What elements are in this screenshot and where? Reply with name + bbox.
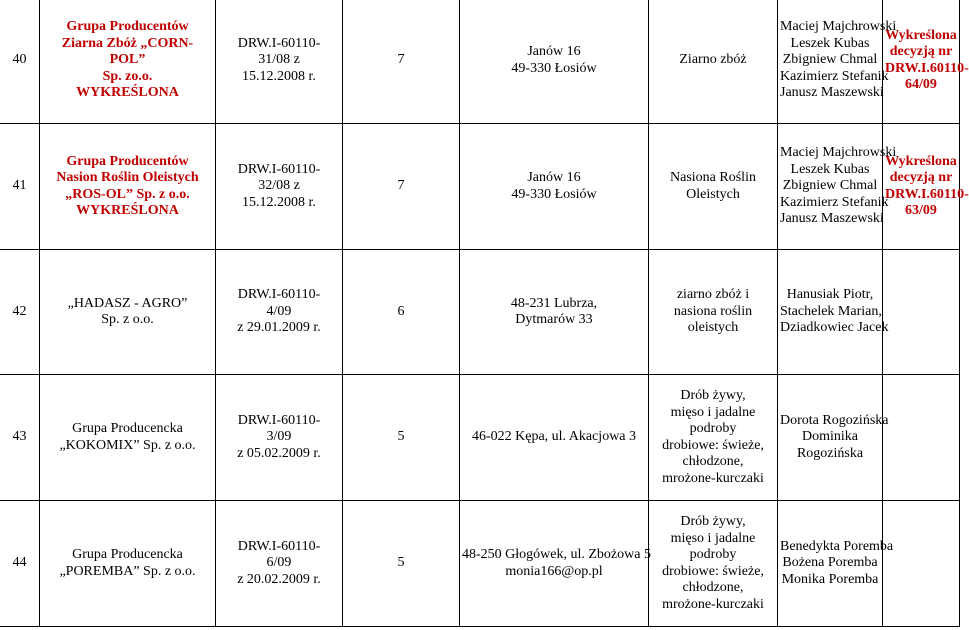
decision-ref-line: 15.12.2008 r. bbox=[242, 68, 316, 84]
product-line: mrożone-kurczaki bbox=[662, 470, 764, 486]
group-name-line: Grupa Producencka bbox=[72, 547, 183, 562]
management-board-line: Bożena Poremba bbox=[782, 555, 878, 571]
group-name-line: Grupa Producentów bbox=[66, 19, 189, 35]
management-board-line: Zbigniew Chmal bbox=[782, 52, 878, 68]
status-note-line: decyzją nr bbox=[889, 170, 953, 185]
decision-ref-cell bbox=[216, 250, 343, 375]
address-cell bbox=[460, 0, 649, 124]
table-row bbox=[0, 0, 960, 124]
members-count-cell: 6 bbox=[343, 250, 460, 375]
product-cell bbox=[649, 250, 778, 375]
group-name-line: „POREMBA” Sp. z o.o. bbox=[59, 563, 196, 579]
table-row bbox=[0, 501, 960, 627]
product-line: podroby bbox=[689, 421, 737, 436]
management-board-line: Kazimierz Stefanik bbox=[780, 68, 889, 84]
address-line: 46-022 Kępa, ul. Akacjowa 3 bbox=[471, 429, 637, 445]
status-note-line: Wykreślona bbox=[885, 153, 957, 169]
decision-ref-line: 6/09 bbox=[266, 555, 292, 571]
management-board-line: Rogozińska bbox=[796, 445, 864, 461]
group-name-cell bbox=[40, 0, 216, 124]
decision-ref-cell bbox=[216, 375, 343, 501]
management-board-line: Janusz Maszewski bbox=[780, 211, 884, 227]
management-board-cell bbox=[778, 375, 889, 501]
product-line: Ziarno zbóż bbox=[679, 52, 747, 68]
management-board-line: Dominika bbox=[802, 429, 858, 445]
management-board-line: Monika Poremba bbox=[781, 571, 879, 587]
row-number-cell: 44 bbox=[0, 501, 40, 627]
row-number-cell: 40 bbox=[0, 0, 40, 124]
group-name-line: Grupa Producencka bbox=[72, 421, 183, 436]
product-line: mięso i jadalne bbox=[670, 530, 756, 546]
management-board-line: Dorota Rogozińska bbox=[780, 412, 889, 428]
product-cell bbox=[649, 501, 778, 627]
group-name-cell bbox=[40, 250, 216, 375]
product-line: ziarno zbóż i bbox=[676, 287, 750, 303]
table-row bbox=[0, 250, 960, 375]
status-note-line: Wykreślona bbox=[885, 27, 957, 43]
decision-ref-line: 3/09 bbox=[266, 429, 292, 445]
status-note-cell bbox=[883, 501, 960, 627]
decision-ref-line: DRW.I-60110- bbox=[237, 161, 321, 177]
group-name-cell bbox=[40, 375, 216, 501]
address-line: 49-330 Łosiów bbox=[511, 186, 597, 202]
status-note-line: decyzją nr bbox=[889, 44, 953, 59]
product-line: chłodzone, bbox=[682, 580, 744, 595]
status-note-line: 63/09 bbox=[905, 203, 937, 218]
row-number-cell: 41 bbox=[0, 124, 40, 250]
address-cell bbox=[460, 501, 649, 627]
status-note-cell bbox=[883, 124, 969, 250]
group-name-line: Grupa Producentów bbox=[66, 153, 189, 169]
address-line: Janów 16 bbox=[527, 44, 581, 59]
group-name-line: „KOKOMIX” Sp. z o.o. bbox=[59, 437, 196, 453]
management-board-line: Janusz Maszewski bbox=[780, 85, 884, 101]
decision-ref-line: 15.12.2008 r. bbox=[242, 194, 316, 210]
group-name-cell bbox=[40, 124, 216, 250]
decision-ref-line: DRW.I-60110- bbox=[237, 538, 321, 554]
product-line: drobiowe: świeże, bbox=[662, 563, 764, 579]
product-line: oleistych bbox=[687, 320, 739, 336]
status-note-line: 64/09 bbox=[905, 77, 937, 92]
table-row bbox=[0, 124, 960, 250]
decision-ref-cell bbox=[216, 124, 343, 250]
status-note-line: DRW.I.60110- bbox=[885, 60, 969, 76]
decision-ref-line: z 29.01.2009 r. bbox=[237, 320, 321, 336]
product-cell bbox=[649, 375, 778, 501]
management-board-line: Dziadkowiec Jacek bbox=[780, 320, 889, 336]
address-line: 48-231 Lubrza, bbox=[510, 295, 598, 311]
decision-ref-line: z 20.02.2009 r. bbox=[237, 571, 321, 587]
address-line: 48-250 Głogówek, ul. Zbożowa 5 bbox=[462, 547, 651, 562]
product-line: Drób żywy, bbox=[680, 388, 746, 403]
group-name-line: Sp. z o.o. bbox=[101, 312, 154, 327]
group-name-line: Nasion Roślin Oleistych bbox=[56, 170, 199, 185]
members-count-cell: 5 bbox=[343, 501, 460, 627]
management-board-cell bbox=[778, 0, 897, 124]
management-board-line: Benedykta Poremba bbox=[780, 538, 894, 554]
row-number-cell: 43 bbox=[0, 375, 40, 501]
decision-ref-line: DRW.I-60110- bbox=[237, 287, 321, 303]
members-count-cell: 7 bbox=[343, 124, 460, 250]
decision-ref-line: 4/09 bbox=[266, 303, 292, 319]
decision-ref-line: DRW.I-60110- bbox=[237, 35, 321, 51]
management-board-cell bbox=[778, 501, 894, 627]
address-cell bbox=[460, 375, 649, 501]
product-line: nasiona roślin bbox=[673, 303, 753, 319]
management-board-line: Leszek Kubas bbox=[790, 161, 870, 177]
group-name-line: Sp. zo.o. bbox=[102, 68, 153, 84]
address-line: 49-330 Łosiów bbox=[511, 60, 597, 76]
status-note-line: DRW.I.60110- bbox=[885, 186, 969, 202]
status-note-cell bbox=[883, 375, 960, 501]
group-name-line: Ziarna Zbóż „CORN- bbox=[61, 35, 194, 51]
decision-ref-line: 31/08 z bbox=[258, 52, 300, 68]
status-note-cell bbox=[883, 250, 960, 375]
product-line: podroby bbox=[689, 547, 737, 562]
product-line: Nasiona Roślin bbox=[670, 170, 756, 185]
group-name-line: „HADASZ - AGRO” bbox=[67, 295, 188, 311]
management-board-line: Maciej Majchrowski bbox=[780, 19, 897, 35]
group-name-line: „ROS-OL” Sp. z o.o. bbox=[65, 186, 190, 202]
decision-ref-line: z 05.02.2009 r. bbox=[237, 445, 321, 461]
management-board-line: Kazimierz Stefanik bbox=[780, 194, 889, 210]
management-board-cell bbox=[778, 124, 897, 250]
product-line: Drób żywy, bbox=[680, 514, 746, 529]
product-cell bbox=[649, 124, 778, 250]
group-name-line: POL” bbox=[109, 52, 146, 68]
table-row bbox=[0, 375, 960, 501]
management-board-cell bbox=[778, 250, 889, 375]
product-line: drobiowe: świeże, bbox=[662, 437, 764, 453]
management-board-line: Hanusiak Piotr, bbox=[786, 287, 874, 303]
group-name-line: WYKREŚLONA bbox=[76, 203, 179, 218]
group-name-cell bbox=[40, 501, 216, 627]
row-number-cell: 42 bbox=[0, 250, 40, 375]
members-count-cell: 5 bbox=[343, 375, 460, 501]
decision-ref-line: DRW.I-60110- bbox=[237, 412, 321, 428]
decision-ref-line: 32/08 z bbox=[258, 178, 300, 194]
management-board-line: Zbigniew Chmal bbox=[782, 178, 878, 194]
address-line: monia166@op.pl bbox=[505, 563, 603, 579]
group-name-line: WYKREŚLONA bbox=[76, 85, 179, 101]
product-cell bbox=[649, 0, 778, 124]
address-line: Dytmarów 33 bbox=[515, 312, 593, 327]
product-line: mięso i jadalne bbox=[670, 404, 756, 420]
address-cell bbox=[460, 124, 649, 250]
members-count-cell: 7 bbox=[343, 0, 460, 124]
product-line: Oleistych bbox=[686, 186, 740, 202]
management-board-line: Stachelek Marian, bbox=[780, 303, 882, 319]
decision-ref-cell bbox=[216, 501, 343, 627]
management-board-line: Maciej Majchrowski bbox=[780, 145, 897, 161]
product-line: mrożone-kurczaki bbox=[662, 596, 764, 612]
management-board-line: Leszek Kubas bbox=[790, 35, 870, 51]
address-cell bbox=[460, 250, 649, 375]
product-line: chłodzone, bbox=[682, 454, 744, 469]
decision-ref-cell bbox=[216, 0, 343, 124]
address-line: Janów 16 bbox=[527, 170, 581, 185]
